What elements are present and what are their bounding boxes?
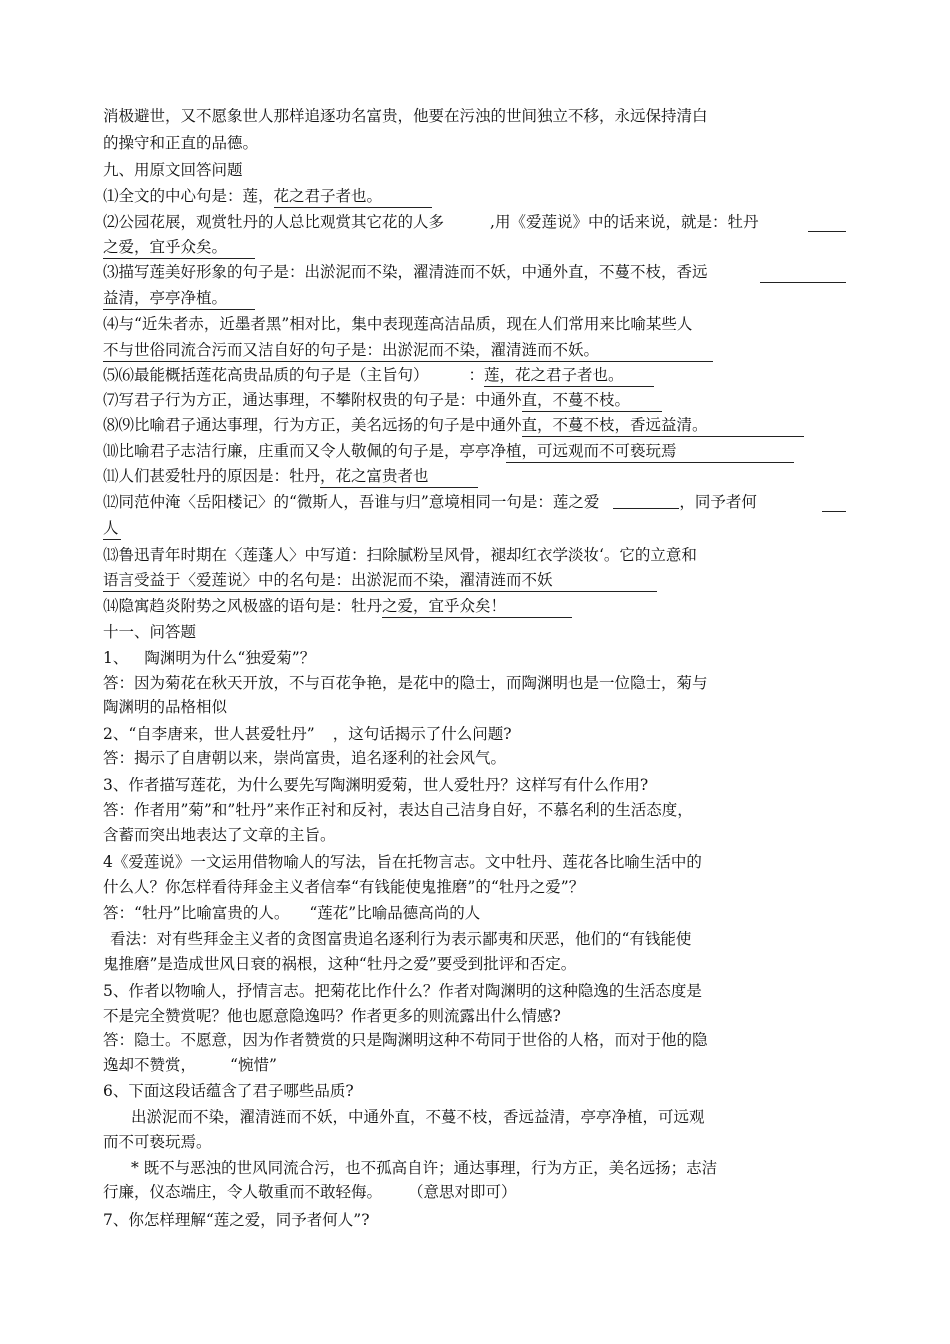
question-text: ,用《爱莲说》中的话来说，就是：牡丹 — [490, 213, 759, 231]
blank-line — [760, 282, 846, 283]
question-item — [103, 441, 794, 463]
question-item: ⒀鲁迅青年时期在〈莲蓬人〉中写道：扫除腻粉呈风骨，褪却红衣学淡妆‘。它的立意和 — [103, 546, 697, 564]
answer-text: 植，可远观而不可亵玩焉 — [506, 441, 794, 463]
answer-line — [103, 518, 121, 540]
question-item — [103, 212, 758, 232]
question-text: ⑺写君子行为方正，通达事理，不攀附权贵的句子是：中通外 — [103, 391, 522, 409]
answer-line: 含蓄而突出地表达了文章的主旨。 — [103, 826, 336, 844]
section-heading: 十一、问答题 — [103, 623, 197, 641]
question-item — [103, 340, 713, 362]
answer-line: 鬼推磨”是造成世风日衰的祸根，这种“牡丹之爱”要受到批评和否定。 — [103, 955, 577, 973]
question-text: ⑻⑼比喻君子通达事理，行为方正，美名远扬的句子是中通外 — [103, 416, 522, 434]
question-text: ⑾人们甚爱牡丹的原因是：牡丹 — [103, 467, 321, 485]
question-text: 陶渊明为什么“独爱菊”？ — [144, 649, 316, 667]
text-line: 消极避世，又不愿象世人那样追逐功名富贵，他要在污浊的世间独立不移，永远保持清白 — [103, 107, 708, 125]
answer-text: 之爱，宜乎众矣！ — [382, 596, 572, 618]
question-number: 1、 — [103, 649, 129, 667]
question-title: 3、作者描写莲花，为什么要先写陶渊明爱菊，世人爱牡丹？这样写有什么作用? — [103, 776, 649, 794]
question-text: ⑽比喻君子志洁行廉，庄重而又令人敬佩的句子是，亭亭净 — [103, 442, 507, 460]
answer-line: 陶渊明的品格相似 — [103, 698, 228, 716]
question-title — [103, 648, 315, 668]
blank-line — [808, 231, 846, 232]
section-heading: 九、用原文回答问题 — [103, 161, 243, 179]
blank-line — [822, 511, 846, 512]
answer-text: 答：“牡丹”比喻富贵的人。 — [103, 904, 290, 922]
answer-text: 直，不蔓不枝。 — [522, 390, 662, 412]
question-title — [103, 724, 512, 744]
question-title: 6、下面这段话蕴含了君子哪些品质? — [103, 1082, 354, 1100]
question-title: 4《爱莲说》一文运用借物喻人的写法，旨在托物言志。文中牡丹、莲花各比喻生活中的 — [103, 853, 702, 871]
question-text: ⑵公园花展，观赏牡丹的人总比观赏其它花的人多 — [103, 213, 445, 231]
question-item — [103, 492, 757, 512]
answer-text: “莲花”比喻品德高尚的人 — [309, 904, 481, 922]
answer-line: 看法：对有些拜金主义者的贪图富贵追名逐利行为表示鄙夷和厌恶，他们的“有钱能使 — [110, 930, 692, 948]
quote-line: 出淤泥而不染，濯清涟而不妖，中通外直，不蔓不枝，香远益清，亭亭净植，可远观 — [131, 1108, 705, 1126]
quote-line: 而不可亵玩焉。 — [103, 1133, 212, 1151]
answer-text: 逸却不赞赏， — [103, 1056, 197, 1074]
question-item — [103, 365, 654, 387]
question-item — [103, 596, 572, 618]
answer-text: 花之君子者也。 — [274, 186, 432, 208]
question-title: 5、作者以物喻人，抒情言志。把菊花比作什么？作者对陶渊明的这种隐逸的生活态度是 — [103, 982, 702, 1000]
answer-line: * 既不与恶浊的世风同流合污，也不孤高自许；通达事理，行为方正，美名远扬；志洁 — [131, 1159, 718, 1177]
question-item — [103, 570, 657, 592]
answer-line — [103, 903, 480, 923]
question-text: ⒁隐寓趋炎附势之风极盛的语句是：牡丹 — [103, 597, 383, 615]
question-text: ⑿同范仲淹〈岳阳楼记〉的“微斯人，吾谁与归”意境相同一句是：莲之爱 — [103, 493, 600, 511]
question-item — [103, 466, 478, 488]
answer-text: “惋惜” — [230, 1056, 277, 1074]
answer-text: 不与世俗同流合污而又洁自好的句子是：出淤泥而不染，濯清涟而不妖。 — [103, 340, 713, 362]
question-item — [103, 415, 804, 437]
question-text: 2、“自李唐来，世人甚爱牡丹” — [103, 725, 315, 743]
question-text: ⑸⑹最能概括莲花高贵品质的句子是（主旨句） — [103, 366, 429, 384]
answer-text: 之爱，宜乎众矣。 — [103, 237, 255, 259]
question-item — [103, 262, 708, 282]
question-item: ⑷与“近朱者赤，近墨者黑”相对比，集中表现莲高洁品质，现在人们常用来比喻某些人 — [103, 315, 693, 333]
answer-line: 答：揭示了自唐朝以来，崇尚富贵，追名逐利的社会风气。 — [103, 749, 507, 767]
question-text: ，这句话揭示了什么问题? — [332, 725, 512, 743]
answer-line: 答：隐士。不愿意，因为作者赞赏的只是陶渊明这种不苟同于世俗的人格，而对于他的隐 — [103, 1031, 708, 1049]
answer-line — [103, 1182, 517, 1202]
answer-line: 答：作者用”菊”和”牡丹”来作正衬和反衬，表达自己洁身自好，不慕名利的生活态度， — [103, 801, 693, 819]
answer-text: 益清，亭亭净植。 — [103, 288, 255, 310]
question-text: ，同予者何 — [679, 493, 757, 511]
question-text: ⑴全文的中心句是：莲， — [103, 187, 274, 205]
answer-text: ，花之富贵者也 — [320, 466, 478, 488]
question-title: 什么人？你怎样看待拜金主义者信奉“有钱能使鬼推磨”的“牡丹之爱”？ — [103, 878, 585, 896]
question-item — [103, 390, 662, 412]
answer-text: 直，不蔓不枝，香远益清。 — [522, 415, 804, 437]
answer-line: 答：因为菊花在秋天开放，不与百花争艳，是花中的隐士，而陶渊明也是一位隐士，菊与 — [103, 674, 708, 692]
question-text: ⑶描写莲美好形象的句子是：出淤泥而不染，濯清涟而不妖，中通外直，不蔓不枝，香远 — [103, 263, 708, 281]
question-title: 不是完全赞赏呢？他也愿意隐逸吗？作者更多的则流露出什么情感? — [103, 1007, 561, 1025]
question-title: 7、你怎样理解“莲之爱，同予者何人”? — [103, 1211, 370, 1229]
answer-text: 人 — [103, 518, 121, 540]
colon: ： — [468, 366, 485, 384]
answer-text: （意思对即可） — [408, 1183, 517, 1201]
question-item — [103, 186, 432, 208]
answer-line — [103, 237, 255, 259]
answer-text: 语言受益于〈爱莲说〉中的名句是：出淤泥而不染，濯清涟而不妖 — [103, 570, 657, 592]
answer-line — [103, 1055, 277, 1075]
text-line: 的操守和正直的品德。 — [103, 134, 259, 152]
answer-text: 莲，花之君子者也。 — [484, 365, 654, 387]
answer-text: 行廉，仪态端庄，令人敬重而不敢轻侮。 — [103, 1183, 383, 1201]
answer-line — [103, 288, 255, 310]
